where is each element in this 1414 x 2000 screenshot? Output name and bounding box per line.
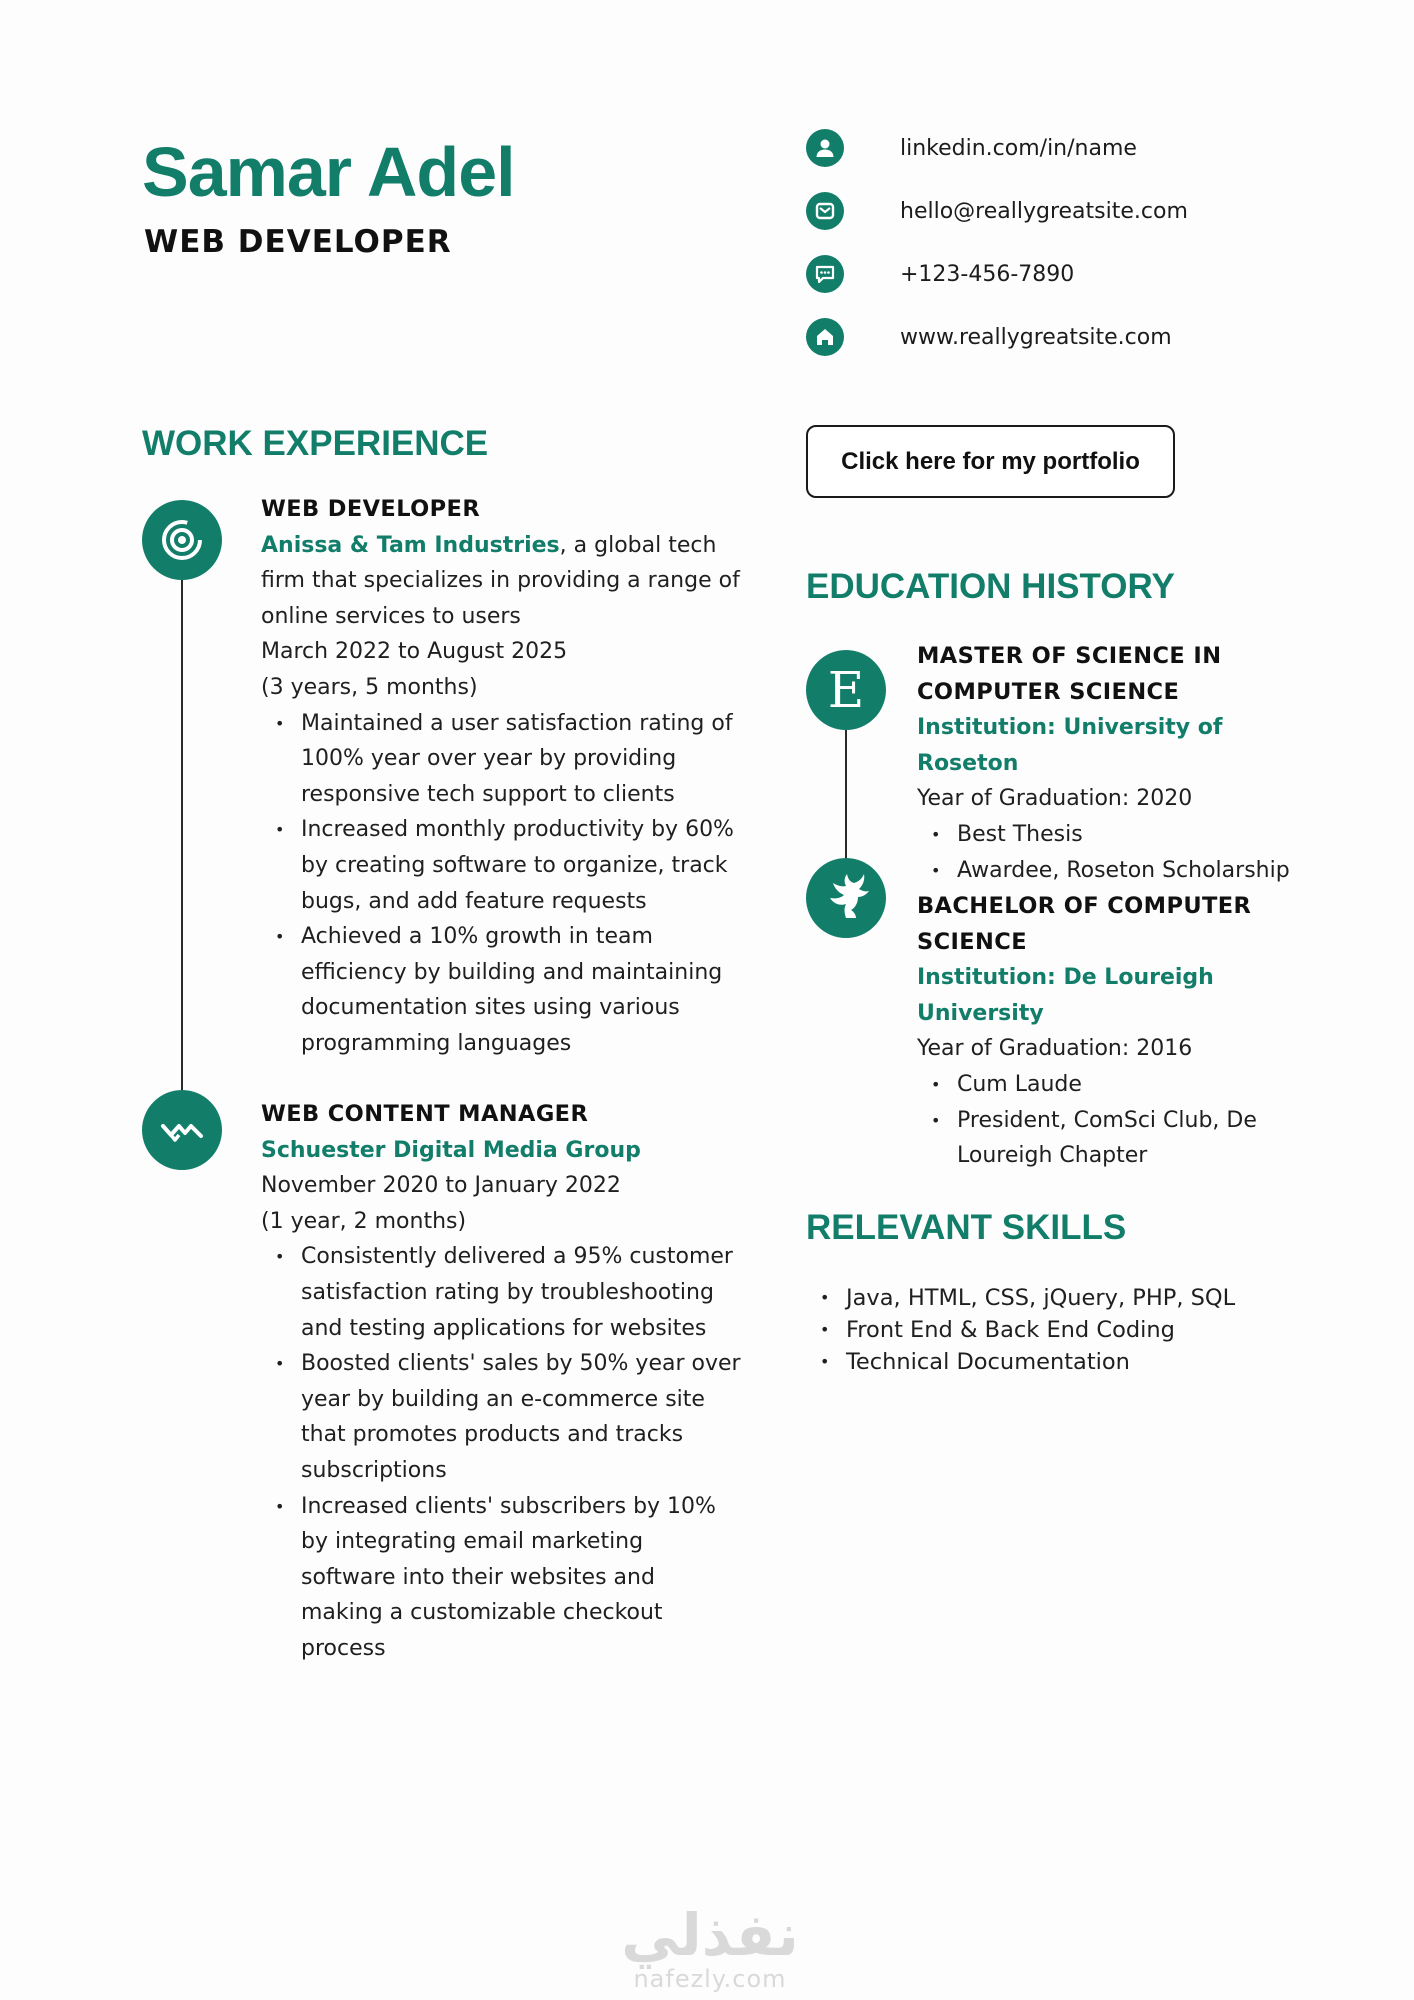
work-experience-heading: WORK EXPERIENCE — [142, 424, 489, 463]
list-item: • Increased clients' subscribers by 10% by integrating email marketing software into their websites and making a customizable checkout process — [301, 1489, 741, 1667]
skills-heading: RELEVANT SKILLS — [806, 1208, 1127, 1247]
list-item: • President, ComSci Club, De Loureigh Chapter — [957, 1103, 1257, 1174]
job-title: WEB DEVELOPER — [261, 496, 481, 522]
contact-linkedin[interactable] — [806, 128, 1366, 168]
list-item: • Front End & Back End Coding — [820, 1314, 1235, 1346]
list-item: • Maintained a user satisfaction rating of 100% year over year by providing responsive tech support to clients — [301, 706, 741, 813]
job-duration: (1 year, 2 months) — [261, 1208, 467, 1234]
job-description: , a global tech firm — [261, 532, 717, 594]
candidate-name: Samar Adel — [142, 133, 515, 211]
job-entry-web-developer — [261, 492, 741, 1062]
list-item: • Consistently delivered a 95% customer satisfaction rating by troubleshooting and testing applications for websites — [301, 1239, 741, 1346]
job-dates: March 2022 to August 2025 — [261, 639, 568, 665]
list-item: • Technical Documentation — [820, 1346, 1235, 1378]
job-dates: November 2020 to January 2022 — [261, 1173, 621, 1199]
list-item: • Java, HTML, CSS, jQuery, PHP, SQL — [820, 1282, 1235, 1314]
company-name: Anissa & Tam Industries — [261, 532, 560, 558]
degree-title: MASTER OF SCIENCE IN COMPUTER SCIENCE — [917, 643, 1222, 705]
eagle-icon — [806, 858, 886, 938]
list-item: • Achieved a 10% growth in team efficiency by building and maintaining documentation sites using various programming languages — [301, 919, 741, 1061]
contact-text: linkedin.com/in/name — [900, 135, 1137, 161]
contact-text: www.reallygreatsite.com — [900, 324, 1172, 350]
letter-e-icon: E — [806, 650, 886, 730]
graduation-year: Year of Graduation: 2020 — [917, 786, 1193, 812]
degree-title: BACHELOR OF COMPUTER SCIENCE — [917, 893, 1252, 955]
contact-text: +123-456-7890 — [900, 261, 1075, 287]
chevrons-icon — [142, 1090, 222, 1170]
watermark-arabic: نفذلي — [621, 1901, 799, 1969]
contact-website[interactable] — [806, 317, 1366, 357]
mail-icon — [806, 192, 844, 230]
education-entry-bachelors — [917, 889, 1257, 1174]
job-duration: (3 years, 5 months) — [261, 674, 478, 700]
list-item: • Best Thesis — [957, 817, 1317, 853]
home-icon — [806, 318, 844, 356]
institution-name: Institution: De Loureigh University — [917, 965, 1214, 1026]
job-entry-web-content-manager — [261, 1097, 741, 1667]
job-title: WEB DEVELOPER — [144, 224, 452, 260]
watermark-latin: nafezly.com — [633, 1965, 787, 1993]
chat-icon — [806, 255, 844, 293]
watermark — [620, 1901, 800, 1993]
target-icon — [142, 500, 222, 580]
company-name: Schuester Digital Media Group — [261, 1137, 641, 1163]
portfolio-button[interactable]: Click here for my portfolio — [806, 425, 1175, 498]
job-description: that specializes in providing a range of online services to users — [261, 568, 740, 629]
job-title: WEB CONTENT MANAGER — [261, 1101, 589, 1127]
list-item: • Awardee, Roseton Scholarship — [957, 853, 1317, 889]
skills-list — [820, 1282, 1235, 1378]
list-item: • Cum Laude — [957, 1067, 1257, 1103]
contact-email[interactable] — [806, 191, 1366, 231]
education-heading: EDUCATION HISTORY — [806, 567, 1175, 606]
list-item: • Boosted clients' sales by 50% year over year by building an e-commerce site that promotes products and tracks subscriptions — [301, 1346, 741, 1488]
list-item: • Increased monthly productivity by 60% by creating software to organize, track bugs, and add feature requests — [301, 812, 741, 919]
institution-name: Institution: University of Roseton — [917, 715, 1223, 776]
graduation-year: Year of Graduation: 2016 — [917, 1036, 1193, 1062]
work-timeline-line — [181, 540, 183, 1095]
contact-text: hello@reallygreatsite.com — [900, 198, 1188, 224]
education-entry-masters — [917, 639, 1317, 888]
person-icon — [806, 129, 844, 167]
contact-phone[interactable] — [806, 254, 1366, 294]
